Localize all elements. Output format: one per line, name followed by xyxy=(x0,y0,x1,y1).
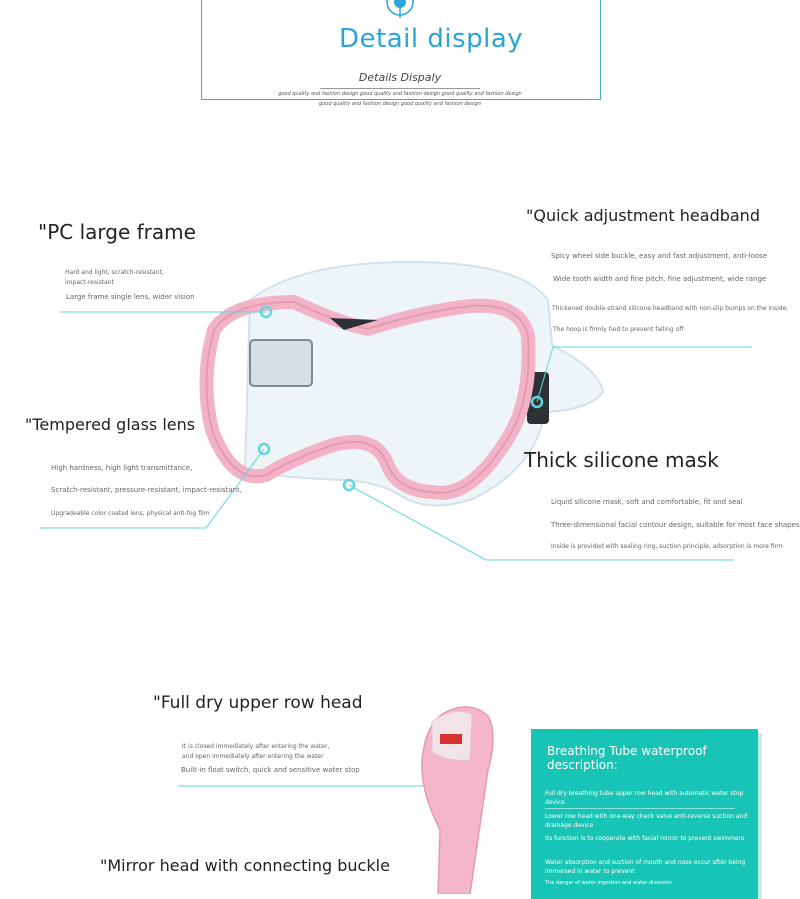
silicone-note-1: Liquid silicone mask, soft and comfortable, fit and seal xyxy=(551,498,743,506)
headband-note-4: The hoop is firmly tied to prevent falling off xyxy=(553,326,684,333)
silicone-heading: Thick silicone mask xyxy=(524,448,719,472)
panel-title: Breathing Tube waterproof description: xyxy=(547,744,707,772)
panel-divider xyxy=(545,808,735,809)
dry-head-heading: "Full dry upper row head xyxy=(153,693,363,713)
mirror-head-heading: "Mirror head with connecting buckle xyxy=(100,856,390,875)
lens-note-1: High hardness, high light transmittance, xyxy=(51,464,193,472)
tagline-1: good quality and fashion design good quality and fashion design good quality and fashion design xyxy=(278,91,522,97)
headband-note-2: Wide tooth width and fine pitch, fine adjustment, wide range xyxy=(553,275,767,283)
silicone-note-2: Three-dimensional facial contour design, suitable for most face shapes xyxy=(551,521,800,529)
tagline-2: good quality and fashion design good quality and fashion design xyxy=(319,101,481,107)
pc-frame-heading: "PC large frame xyxy=(38,220,196,244)
panel-item-4: Water absorption and suction of mouth and nose occur after being immersed in water to prevent xyxy=(545,859,746,875)
pc-frame-note-2: Large frame single lens, wider vision xyxy=(66,293,195,301)
headband-note-3: Thickened double-strand silicone headband with non-slip bumps on the inside, xyxy=(552,305,789,312)
snorkel-image xyxy=(422,707,493,894)
panel-item-5: The danger of water ingestion and water diversion xyxy=(545,880,672,886)
dry-head-note-1: It is closed immediately after entering the water, and open immediately after entering the water xyxy=(182,743,330,760)
panel-item-2: Lower row head with one-way check valve anti-reverse suction and drainage device xyxy=(545,813,748,829)
lens-note-3: Upgradeable color coated lens, physical anti-fog film xyxy=(51,510,210,517)
panel-item-1: Full dry breathing tube upper row head with automatic water stop device xyxy=(545,790,744,806)
lens-heading: "Tempered glass lens xyxy=(25,415,196,434)
lens-note-2: Scratch-resistant, pressure-resistant, impact-resistant, xyxy=(51,486,242,494)
page-subtitle: Details Dispaly xyxy=(358,71,442,84)
pc-frame-note-1: Hard and light, scratch-resistant, impact-resistant xyxy=(65,269,164,286)
headband-heading: "Quick adjustment headband xyxy=(526,206,760,225)
silicone-note-3: Inside is provided with sealing ring, suction principle, adsorption is more firm xyxy=(551,543,783,550)
panel-item-3: Its function is to cooperate with facial mirror to prevent swimmers xyxy=(545,835,745,842)
dry-head-note-2: Built-in float switch, quick and sensitive water stop xyxy=(181,766,360,774)
headband-note-1: Spicy wheel side buckle, easy and fast adjustment, anti-loose xyxy=(551,252,768,260)
page-title: Detail display xyxy=(339,24,524,54)
